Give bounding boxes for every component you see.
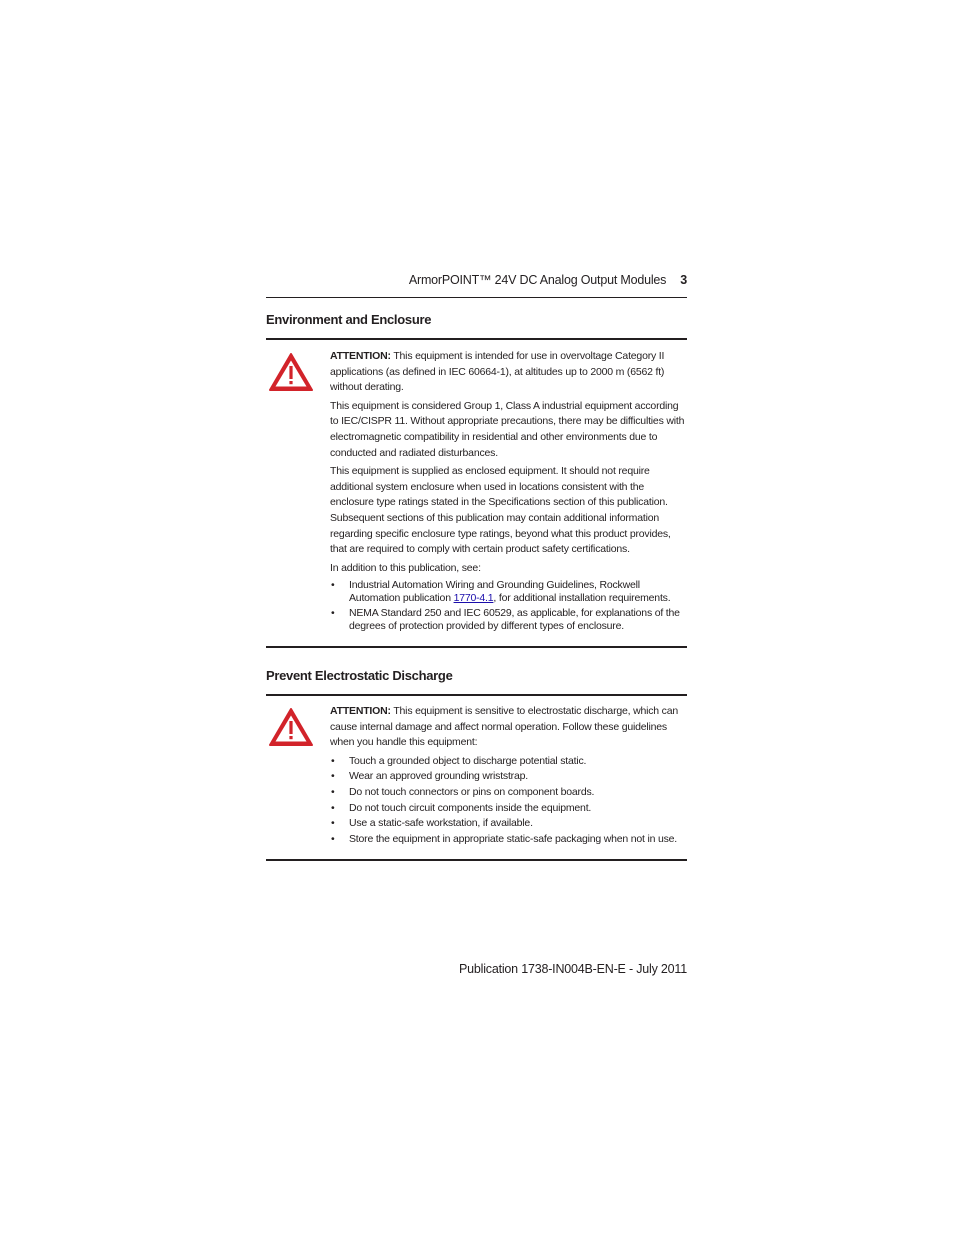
list-item: • Do not touch circuit components inside the equipment. xyxy=(330,801,687,817)
attention-text-environment xyxy=(330,349,687,635)
warning-triangle-icon xyxy=(268,352,314,392)
attention-label: ATTENTION: xyxy=(330,705,391,717)
list-item xyxy=(330,607,687,633)
document-page xyxy=(266,0,687,1235)
body-paragraph: This equipment is supplied as enclosed equipment. It should not require additional system enclosure when used in locations consistent with the enclosure type ratings stated in the Specifications section of this publication. Subsequent sections of this publication may contain additional information regarding specific enclosure type ratings, beyond what this product provides, that are required to comply with certain product safety certifications. xyxy=(330,465,671,556)
warning-triangle-icon xyxy=(268,707,314,747)
list-item: • Touch a grounded object to discharge potential static. xyxy=(330,754,687,770)
list-item-text: NEMA Standard 250 and IEC 60529, as applicable, for explanations of the degrees of protection provided by different types of enclosure. xyxy=(349,607,680,633)
section-top-rule xyxy=(266,338,687,340)
attention-paragraph xyxy=(330,704,687,751)
section-heading-environment: Environment and Enclosure xyxy=(266,312,432,327)
attention-text-esd xyxy=(330,704,687,847)
header-rule xyxy=(266,297,687,298)
list-item: • Do not touch connectors or pins on component boards. xyxy=(330,785,687,801)
attention-paragraph xyxy=(330,349,687,396)
list-item: • Use a static-safe workstation, if available. xyxy=(330,816,687,832)
section-bottom-rule xyxy=(266,859,687,861)
attention-label: ATTENTION: xyxy=(330,350,391,362)
section-top-rule xyxy=(266,694,687,696)
list-item-text: , for additional installation requirements. xyxy=(493,592,671,605)
esd-guidelines-list xyxy=(330,754,687,848)
list-item-text: Industrial Automation Wiring and Grounding Guidelines, Rockwell Automation publication xyxy=(349,579,640,605)
body-paragraph: This equipment is considered Group 1, Class A industrial equipment according to IEC/CISPR 11. Without appropriate precautions, there may be difficulties with electromagnetic compatibility in residential and other environments due to conducted and radiated disturbances. xyxy=(330,399,685,459)
publication-link[interactable]: 1770-4.1 xyxy=(453,592,494,605)
reference-list xyxy=(330,579,687,633)
running-header-title: ArmorPOINT™ 24V DC Analog Output Modules xyxy=(408,273,667,287)
running-header xyxy=(409,273,687,287)
body-paragraph: In addition to this publication, see: xyxy=(330,561,481,574)
list-item: • Store the equipment in appropriate static-safe packaging when not in use. xyxy=(330,832,687,848)
attention-message: This equipment is sensitive to electrostatic discharge, which can cause internal damage and affect normal operation. Follow these guidelines when you handle this equipment: xyxy=(330,705,678,749)
publication-footer: Publication 1738-IN004B-EN-E - July 2011 xyxy=(458,962,687,976)
list-item: • Wear an approved grounding wriststrap. xyxy=(330,769,687,785)
page-number: 3 xyxy=(680,273,687,287)
section-heading-esd: Prevent Electrostatic Discharge xyxy=(266,668,453,683)
attention-message: This equipment is intended for use in overvoltage Category II applications (as defined in IEC 60664-1), at altitudes up to 2000 m (6562 ft) without derating. xyxy=(330,350,665,394)
section-bottom-rule xyxy=(266,646,687,648)
list-item xyxy=(330,579,687,605)
